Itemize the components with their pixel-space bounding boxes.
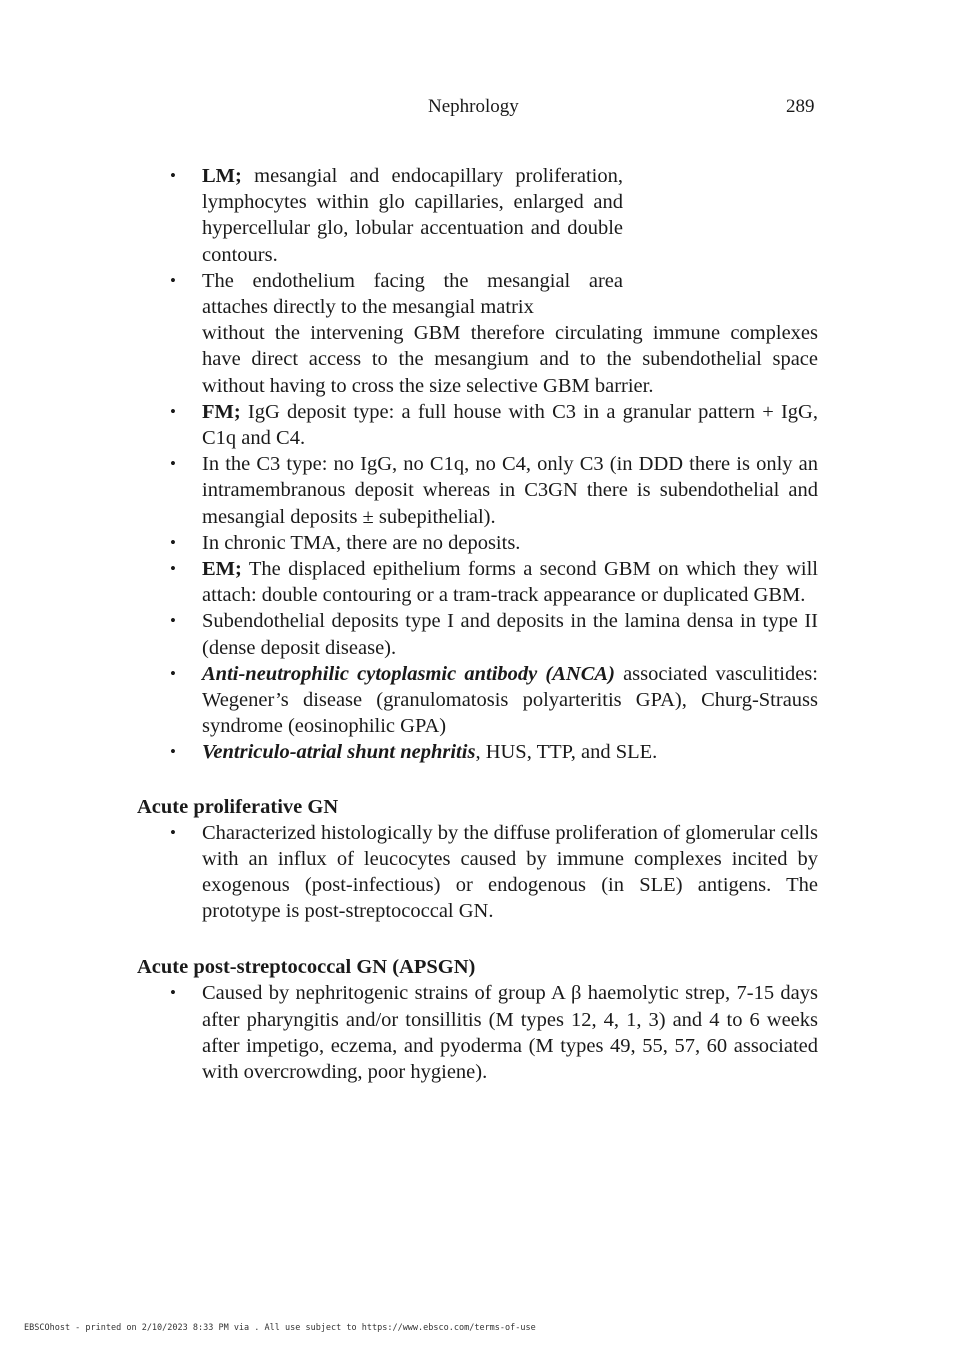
bullet-icon: • xyxy=(170,663,176,683)
list-item-text: Caused by nephritogenic strains of group A β haemolytic strep, 7-15 days after pharyngitis and/or tonsillitis (M types 12, 4, 1, 3) and 4 to 6 weeks after impetigo, eczema, and pyoderma (M types 49, 55, 57, 60 associated with overcrowding, poor hygiene). xyxy=(202,982,818,1084)
bullet-list-main xyxy=(0,163,955,766)
list-item xyxy=(170,556,818,608)
print-footer: EBSCOhost - printed on 2/10/2023 8:33 PM via . All use subject to https://www.ebsco.com/terms-of-use xyxy=(24,1323,536,1333)
list-item xyxy=(170,268,818,399)
list-item-text: Characterized histologically by the diffuse proliferation of glomerular cells with an influx of leucocytes caused by immune complexes incited by exogenous (post-infectious) or endogenous (in SLE) antigens. The prototype is post-streptococcal GN. xyxy=(202,821,818,923)
list-item xyxy=(170,399,818,451)
list-item-text: In chronic TMA, there are no deposits. xyxy=(202,531,521,554)
section-heading-apsgn: Acute post-streptococcal GN (APSGN) xyxy=(137,956,476,979)
list-item-text: The displaced epithelium forms a second GBM on which they will attach: double contouring or a tram-track appearance or duplicated GBM. xyxy=(202,558,818,607)
bullet-icon: • xyxy=(170,611,176,631)
bold-lead: LM; xyxy=(202,165,242,187)
list-item xyxy=(170,163,623,268)
list-item-text: IgG deposit type: a full house with C3 in a granular pattern + IgG, C1q and C4. xyxy=(202,400,818,450)
list-item-text: In the C3 type: no IgG, no C1q, no C4, only C3 (in DDD there is only an intramembranous deposit whereas in C3GN there is subendothelial and mesangial deposits ± subepithelial). xyxy=(202,453,818,528)
bullet-icon: • xyxy=(170,559,176,579)
list-item-text: Subendothelial deposits type I and deposits in the lamina densa in type II (dense deposit disease). xyxy=(202,610,818,659)
running-header-title: Nephrology xyxy=(428,96,519,117)
list-item xyxy=(170,451,818,530)
bold-lead: EM; xyxy=(202,558,242,581)
list-item xyxy=(170,980,818,1085)
list-item-text-narrow: The endothelium facing the mesangial area attaches directly to the mesangial matrix xyxy=(202,269,623,319)
bullet-icon: • xyxy=(170,166,176,185)
list-item-text: associated vasculitides: Wegener’s disease (granulomatosis polyarteritis GPA), Churg-Strauss syndrome (eosinophilic GPA) xyxy=(202,662,818,738)
section-heading-acute-proliferative-gn: Acute proliferative GN xyxy=(137,795,339,818)
bullet-icon: • xyxy=(170,983,176,1003)
bullet-icon: • xyxy=(170,532,176,552)
bold-lead: FM; xyxy=(202,400,241,423)
bullet-icon: • xyxy=(170,742,176,762)
list-item-text: , HUS, TTP, and SLE. xyxy=(475,741,658,764)
bullet-icon: • xyxy=(170,822,176,842)
bullet-icon: • xyxy=(170,454,176,474)
list-item-text: mesangial and endocapillary proliferation, lymphocytes within glo capillaries, enlarged and hypercellular glo, lobular accentuation and double contours. xyxy=(202,165,623,266)
bold-italic-lead: Anti-neutrophilic cytoplasmic antibody (ANCA) xyxy=(202,662,615,685)
list-item xyxy=(170,608,818,660)
bullet-list-section1 xyxy=(0,820,955,925)
list-item xyxy=(170,530,818,556)
list-item xyxy=(170,820,818,925)
page-body xyxy=(0,163,955,1085)
bullet-icon: • xyxy=(170,270,176,290)
list-item-text: without the intervening GBM therefore circulating immune complexes have direct access to the mesangium and to the subendothelial space without having to cross the size selective GBM barrier. xyxy=(202,322,818,397)
list-item xyxy=(170,739,818,765)
page-number: 289 xyxy=(786,96,815,117)
bullet-list-section2 xyxy=(0,980,955,1085)
bold-italic-lead: Ventriculo-atrial shunt nephritis xyxy=(202,741,476,764)
list-item xyxy=(170,661,818,740)
bullet-icon: • xyxy=(170,401,176,421)
